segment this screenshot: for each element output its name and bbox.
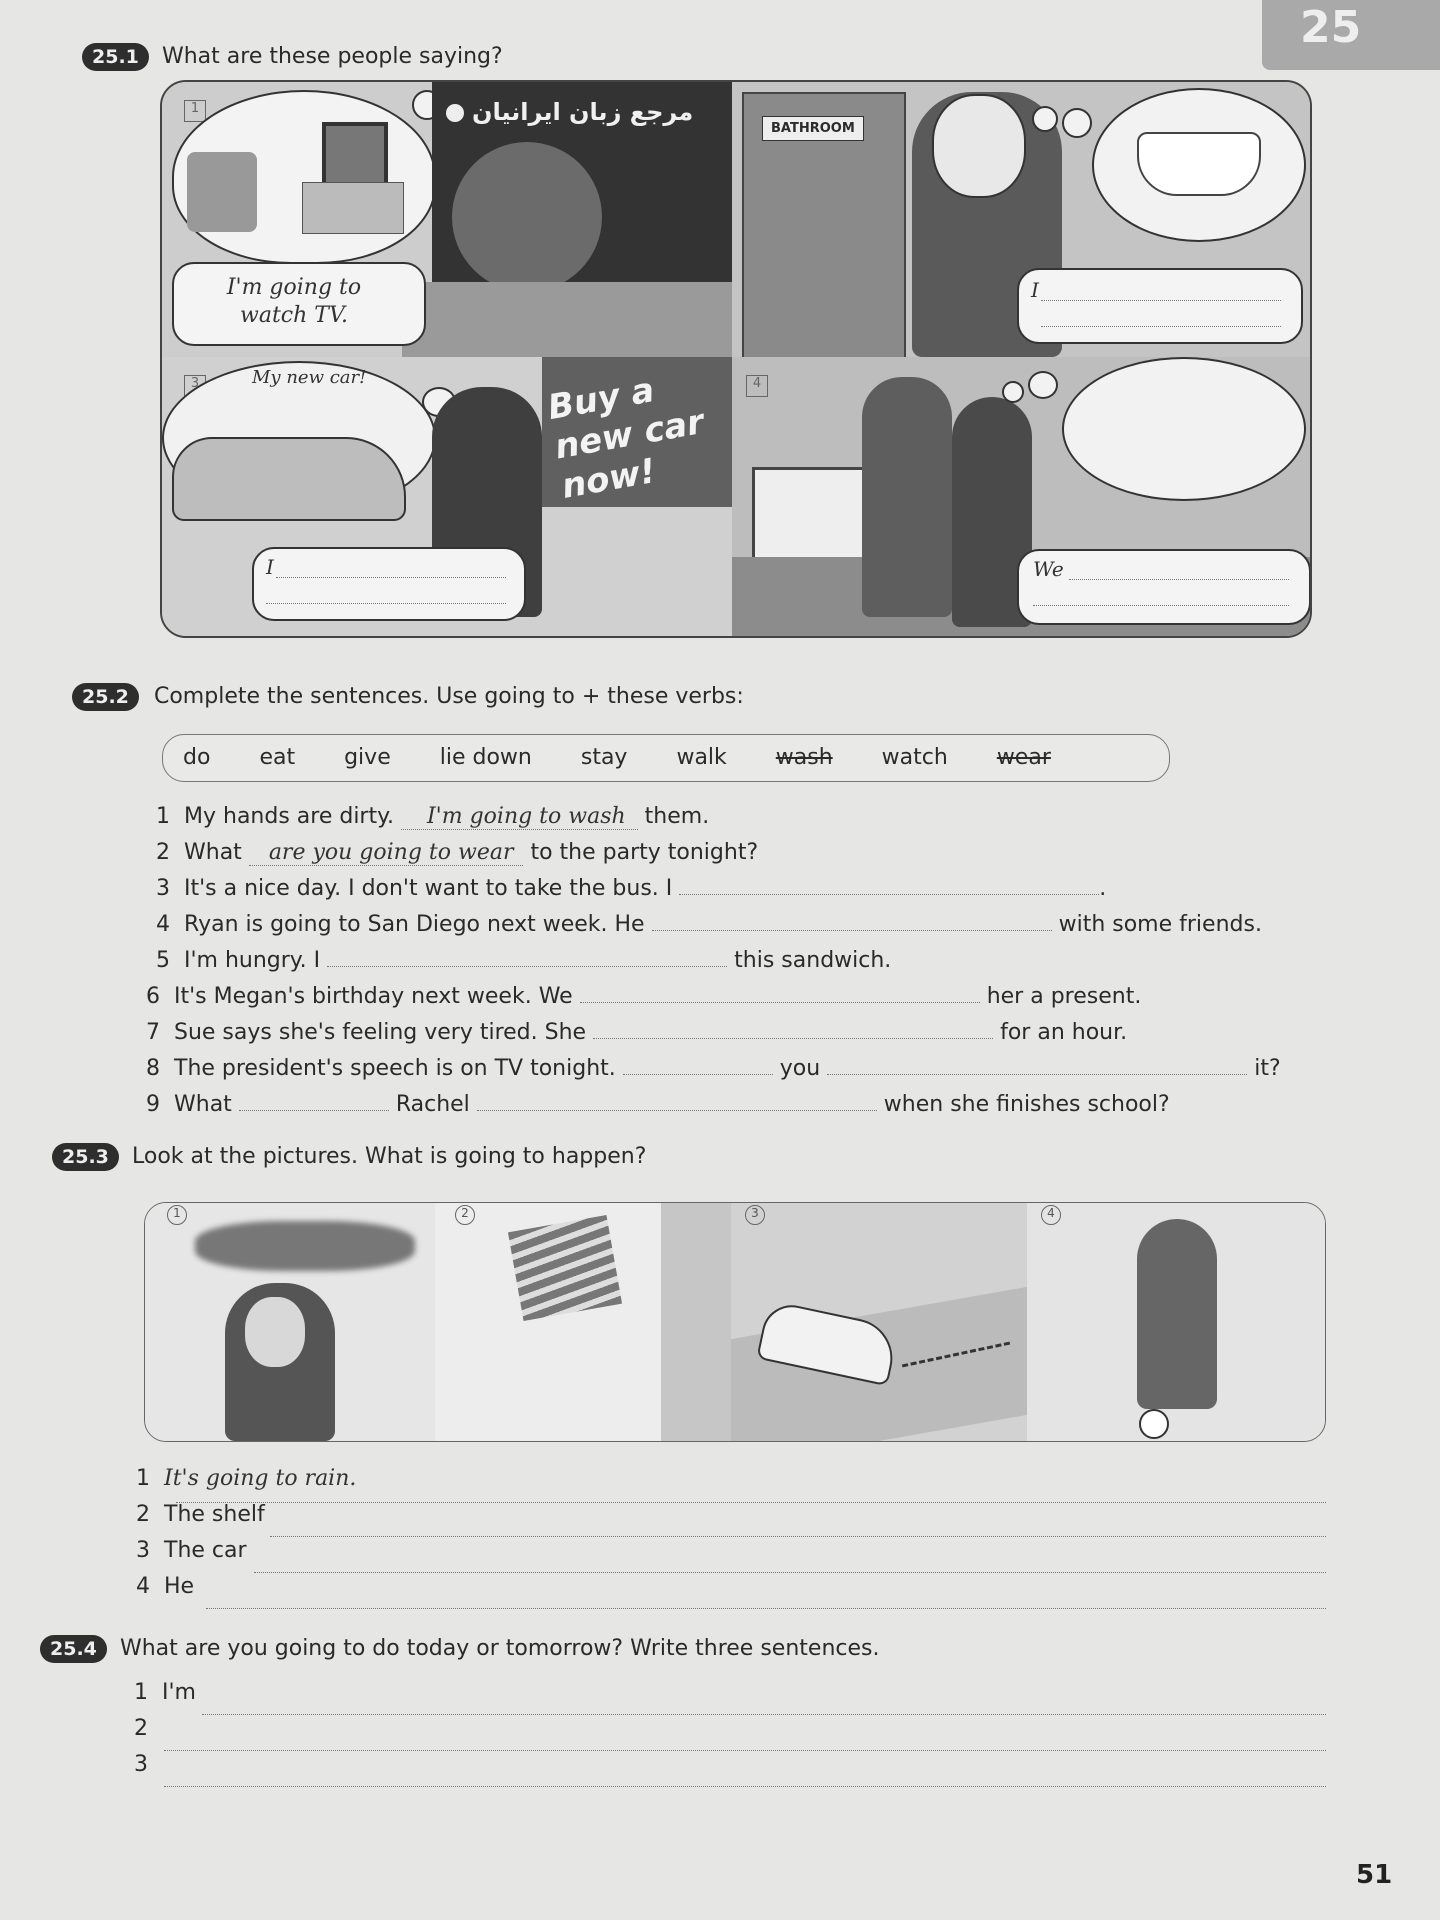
picture-number: 4	[1041, 1205, 1061, 1225]
sentence-answer: are you going to wear	[249, 840, 524, 866]
answer-text: It's going to rain.	[164, 1466, 357, 1491]
picture-number: 1	[167, 1205, 187, 1225]
woman-face	[245, 1297, 305, 1367]
answer-blank[interactable]	[477, 1110, 877, 1111]
exercise-25-4-header	[40, 1636, 879, 1661]
answer-line[interactable]	[164, 1786, 1326, 1787]
verb-item-crossed: wash	[775, 745, 833, 770]
write-line-3	[134, 1752, 148, 1777]
picture-1	[145, 1203, 436, 1441]
billboard	[542, 357, 732, 507]
picture-3	[731, 1203, 1028, 1441]
verb-list	[183, 745, 1051, 770]
answer-number: 4	[136, 1574, 150, 1599]
sentence-start: Ryan is going to San Diego next week. He	[184, 912, 645, 937]
sentence-end: this sandwich.	[734, 948, 892, 973]
exercise-25-2-header	[72, 684, 744, 709]
thought-cloud	[1062, 357, 1306, 501]
speech-bubble	[252, 547, 526, 621]
speech-bubble	[1017, 268, 1303, 344]
answer-number: 3	[136, 1538, 150, 1563]
speech-bubble	[172, 262, 426, 346]
verb-item-crossed: wear	[996, 745, 1051, 770]
answer-line[interactable]	[202, 1714, 1326, 1715]
presenter-face	[452, 142, 602, 292]
panel-4	[732, 357, 1310, 636]
tv-stand	[302, 182, 404, 234]
sentence-6	[146, 984, 1141, 1009]
tv-icon	[322, 122, 388, 188]
answer-blank[interactable]	[239, 1110, 389, 1111]
speech-text: I	[266, 555, 274, 579]
speech-text: We	[1033, 557, 1064, 581]
tv-channel-logo	[446, 104, 464, 122]
panel-number: 4	[746, 375, 768, 397]
answer-line	[276, 577, 506, 578]
armchair-icon	[187, 152, 257, 232]
answer-line	[270, 1536, 1326, 1537]
exercise-badge: 25.4	[40, 1635, 107, 1663]
answer-4	[136, 1574, 194, 1599]
exercise-25-3-header	[52, 1144, 646, 1169]
answer-line[interactable]	[164, 1750, 1326, 1751]
sentence-end: when she finishes school?	[883, 1092, 1170, 1117]
boy-figure-1	[862, 377, 952, 617]
panel-number: 3	[184, 375, 206, 397]
exercise-title: Look at the pictures. What is going to happen?	[131, 1144, 647, 1169]
answer-text: The shelf	[164, 1502, 265, 1527]
answer-line	[1033, 605, 1289, 606]
panel-1	[162, 82, 732, 357]
speech-text: I'm going to watch TV.	[226, 275, 362, 328]
sentence-end: it?	[1254, 1056, 1281, 1081]
verb-item: eat	[259, 745, 296, 770]
answer-3	[136, 1538, 247, 1563]
panel-number: 1	[184, 100, 206, 122]
sentence-end: to the party tonight?	[530, 840, 759, 865]
verb-item: do	[183, 745, 211, 770]
tv-counter	[402, 282, 732, 357]
tv-screen	[432, 82, 732, 287]
verb-box	[162, 734, 1170, 782]
exercise-title: What are you going to do today or tomorrow? Write three sentences.	[119, 1636, 880, 1661]
sentence-start: My hands are dirty.	[184, 804, 394, 829]
write-line-2	[134, 1716, 148, 1741]
billboard-text: Buy a new car now!	[544, 370, 707, 507]
line-number: 2	[134, 1716, 148, 1741]
exercise-badge: 25.2	[72, 683, 139, 711]
comic-strip	[160, 80, 1312, 638]
thought-dot	[1028, 371, 1058, 399]
answer-line	[206, 1608, 1326, 1609]
sentence-number: 5	[156, 948, 170, 973]
sentence-8	[146, 1056, 1281, 1081]
sentence-number: 3	[156, 876, 170, 901]
man-face	[932, 94, 1026, 198]
line-number: 1	[134, 1680, 148, 1705]
answer-line	[266, 603, 506, 604]
sentence-number: 4	[156, 912, 170, 937]
verb-item: give	[344, 745, 391, 770]
sentence-5	[156, 948, 891, 973]
answer-line	[1069, 579, 1289, 580]
books-icon	[508, 1215, 622, 1321]
sentence-end: for an hour.	[1000, 1020, 1128, 1045]
answer-1	[136, 1466, 356, 1491]
answer-line	[1041, 326, 1281, 327]
exercise-badge: 25.1	[82, 43, 149, 71]
verb-item: lie down	[439, 745, 532, 770]
car-icon	[172, 437, 406, 521]
sentence-start: What	[184, 840, 242, 865]
soccer-ball-icon	[1139, 1409, 1169, 1439]
picture-number: 3	[745, 1205, 765, 1225]
wall	[661, 1203, 731, 1441]
answer-blank[interactable]	[593, 1038, 993, 1039]
speech-text: I	[1031, 278, 1039, 302]
answer-blank[interactable]	[652, 930, 1052, 931]
thought-dot	[1032, 106, 1058, 132]
sentence-number: 6	[146, 984, 160, 1009]
write-line-1	[134, 1680, 196, 1705]
answer-text: The car	[164, 1538, 247, 1563]
thought-dot	[1002, 381, 1024, 403]
sentence-end: .	[1099, 876, 1107, 901]
page-number: 51	[1356, 1860, 1393, 1890]
answer-blank[interactable]	[580, 1002, 980, 1003]
sentence-number: 1	[156, 804, 170, 829]
sentence-start: Sue says she's feeling very tired. She	[174, 1020, 587, 1045]
sentence-2	[156, 840, 758, 865]
answer-blank[interactable]	[623, 1074, 773, 1075]
panel-2	[732, 82, 1310, 357]
sentence-number: 2	[156, 840, 170, 865]
sentence-middle: Rachel	[395, 1092, 470, 1117]
sentence-1	[156, 804, 709, 829]
answer-blank[interactable]	[327, 966, 727, 967]
boy-kicking-figure	[1137, 1219, 1217, 1409]
picture-2	[435, 1203, 732, 1441]
answer-line	[254, 1572, 1326, 1573]
exercise-title: Complete the sentences. Use going to + these verbs:	[153, 684, 744, 709]
picture-4	[1027, 1203, 1325, 1441]
exercise-title: What are these people saying?	[161, 44, 503, 69]
unit-number: 25	[1300, 2, 1362, 53]
unit-tab	[1262, 0, 1440, 70]
sentence-start: The president's speech is on TV tonight.	[174, 1056, 616, 1081]
answer-blank[interactable]	[827, 1074, 1247, 1075]
thought-dot	[1062, 108, 1092, 138]
sentence-start: What	[174, 1092, 232, 1117]
sentence-middle: you	[779, 1056, 821, 1081]
answer-number: 2	[136, 1502, 150, 1527]
answer-line	[1041, 300, 1281, 301]
sentence-end: her a present.	[986, 984, 1142, 1009]
line-text: I'm	[162, 1680, 196, 1705]
sentence-9	[146, 1092, 1170, 1117]
sentence-start: I'm hungry. I	[184, 948, 321, 973]
line-number: 3	[134, 1752, 148, 1777]
sentence-3	[156, 876, 1106, 901]
sentence-end: them.	[644, 804, 710, 829]
thought-text: My new car!	[252, 367, 367, 388]
answer-2	[136, 1502, 265, 1527]
verb-item: watch	[881, 745, 948, 770]
sentence-answer: I'm going to wash	[401, 804, 638, 830]
sentence-number: 9	[146, 1092, 160, 1117]
sentence-number: 8	[146, 1056, 160, 1081]
verb-item: walk	[676, 745, 727, 770]
exercise-25-1-header	[82, 44, 503, 69]
sentence-start: It's a nice day. I don't want to take the bus. I	[184, 876, 673, 901]
answer-line	[176, 1502, 1326, 1503]
bathtub-icon	[1137, 132, 1261, 196]
bathroom-sign: BATHROOM	[762, 116, 864, 141]
answer-text: He	[164, 1574, 195, 1599]
dark-cloud-icon	[195, 1221, 415, 1271]
answer-number: 1	[136, 1466, 150, 1491]
exercise-badge: 25.3	[52, 1143, 119, 1171]
picture-number: 2	[455, 1205, 475, 1225]
sentence-4	[156, 912, 1262, 937]
verb-item: stay	[580, 745, 628, 770]
answer-blank[interactable]	[679, 894, 1099, 895]
speech-bubble	[1017, 549, 1311, 625]
panel-3	[162, 357, 732, 636]
sentence-number: 7	[146, 1020, 160, 1045]
picture-strip	[144, 1202, 1326, 1442]
tv-channel-text: مرجع زبان ایرانیان	[472, 98, 694, 126]
sentence-end: with some friends.	[1058, 912, 1262, 937]
sentence-start: It's Megan's birthday next week. We	[174, 984, 573, 1009]
sentence-7	[146, 1020, 1127, 1045]
